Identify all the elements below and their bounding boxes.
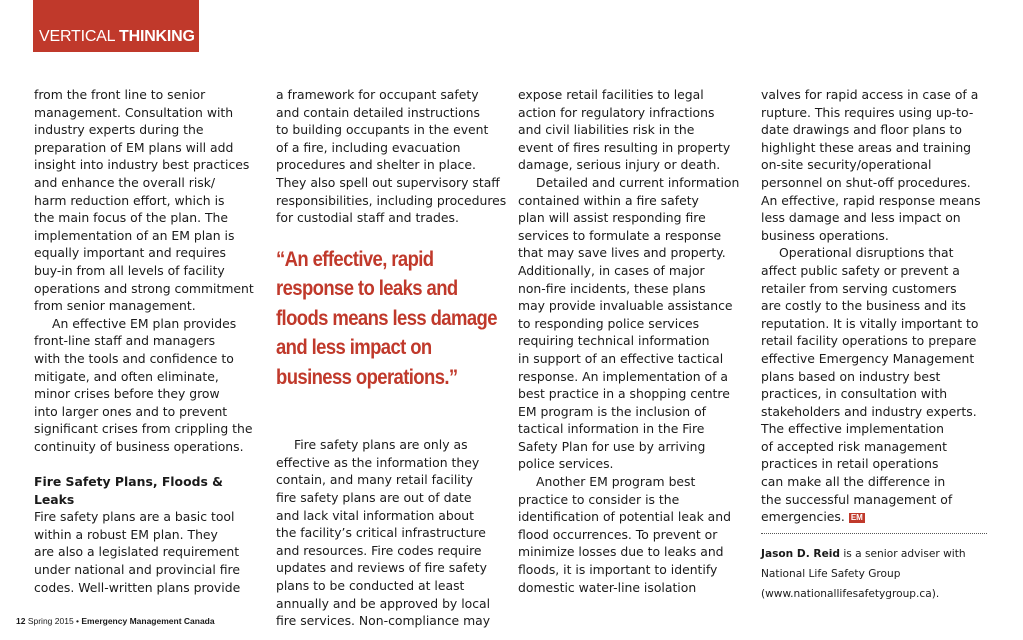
section-banner: [33, 0, 199, 52]
text-line: in support of an effective tactical: [518, 350, 724, 366]
column-4: [761, 86, 987, 604]
text-line: response. An implementation of a: [518, 368, 729, 384]
text-line: industry experts during the: [34, 122, 204, 138]
text-line: EM program is the inclusion of: [518, 403, 707, 419]
text-line: codes. Well-written plans provide: [34, 579, 241, 595]
text-line: minor crises before they grow: [34, 386, 220, 402]
text-line: may provide invaluable assistance: [518, 298, 733, 314]
text-line: contained within a fire safety: [518, 192, 699, 208]
text-line: Detailed and current information: [536, 174, 740, 190]
text-line: less damage and less impact on: [761, 210, 961, 226]
text-line: minimize losses due to leaks and: [518, 544, 724, 560]
text-line: identification of potential leak and: [518, 509, 731, 525]
text-line: can make all the difference in: [761, 474, 946, 490]
text-line: damage, serious injury or death.: [518, 157, 721, 173]
text-line: and resources. Fire codes require: [276, 542, 482, 558]
paragraph: [276, 436, 502, 630]
text-line: and enhance the overall risk/: [34, 174, 216, 190]
text-line: National Life Safety Group: [761, 567, 901, 580]
text-line: from the front line to senior: [34, 87, 206, 102]
text-line: plans based on industry best: [761, 368, 941, 384]
text-line: Additionally, in cases of major: [518, 262, 705, 278]
text-line: to building occupants in the event: [276, 122, 489, 138]
text-line: management. Consultation with: [34, 104, 234, 120]
text-line: affect public safety or prevent a: [761, 262, 960, 278]
text-line: implementation of an EM plan is: [34, 227, 235, 243]
text-line: services to formulate a response: [518, 227, 722, 243]
text-line: best practice in a shopping centre: [518, 386, 730, 402]
text-line: plan will assist responding fire: [518, 210, 706, 226]
text-line: action for regulatory infractions: [518, 104, 715, 120]
text-line: on-site security/operational: [761, 157, 932, 173]
paragraph: [761, 244, 987, 526]
text-line: Fire safety plans are a basic tool: [34, 509, 235, 525]
text-line: non-fire incidents, these plans: [518, 280, 706, 296]
text-line: They also spell out supervisory staff: [276, 174, 500, 190]
text-line: practice to consider is the: [518, 491, 680, 507]
text-line: Another EM program best: [536, 474, 696, 490]
text-line: and contain detailed instructions: [276, 104, 480, 120]
text-line: business operations.: [761, 227, 889, 243]
text-line: Leaks: [34, 491, 75, 507]
text-line: effective Emergency Management: [761, 350, 975, 366]
text-line: are also a legislated requirement: [34, 544, 240, 560]
text-line: “An effective, rapid: [276, 246, 434, 271]
text-line: significant crises from crippling the: [34, 421, 253, 437]
page-number: 12: [16, 616, 26, 626]
page-footer: 12 Spring 2015 • Emergency Management Canada: [16, 616, 215, 626]
text-line: plans to be conducted at least: [276, 578, 465, 593]
text-line: under national and provincial fire: [34, 562, 241, 578]
paragraph: [34, 86, 258, 315]
text-line: domestic water-line isolation: [518, 579, 697, 595]
text-line: for custodial staff and trades.: [276, 210, 459, 226]
text-line: highlight these areas and training: [761, 139, 972, 155]
text-line: practices in retail operations: [761, 456, 939, 472]
text-line: are costly to the business and its: [761, 298, 966, 314]
author-name: Jason D. Reid: [761, 547, 840, 560]
text-line: updates and reviews of fire safety: [276, 560, 487, 576]
text-line: within a robust EM plan. They: [34, 526, 218, 542]
text-line: and civil liabilities risk in the: [518, 122, 695, 138]
text-line: response to leaks and: [276, 276, 458, 301]
text-line: The effective implementation: [761, 421, 944, 437]
text-line: of accepted risk management: [761, 438, 947, 454]
text-line: and less impact on: [276, 335, 432, 360]
text-line: emergencies.: [761, 509, 845, 525]
text-line: that may save lives and property.: [518, 245, 726, 261]
text-line: Fire safety plans are only as: [294, 437, 468, 453]
text-line: retailer from serving customers: [761, 280, 957, 296]
text-line: equally important and requires: [34, 245, 226, 261]
divider: [761, 533, 987, 534]
text-line: Fire Safety Plans, Floods &: [34, 474, 223, 490]
text-line: retail facility operations to prepare: [761, 333, 977, 349]
text-line: into larger ones and to prevent: [34, 403, 228, 419]
text-line: harm reduction effort, which is: [34, 192, 225, 208]
text-line: buy-in from all levels of facility: [34, 262, 225, 278]
text-line: floods, it is important to identify: [518, 562, 718, 578]
column-1: [34, 86, 258, 596]
text-line: event of fires resulting in property: [518, 139, 731, 155]
text-line: police services.: [518, 456, 614, 472]
text-line: expose retail facilities to legal: [518, 87, 704, 102]
text-line: a framework for occupant safety: [276, 87, 479, 102]
text-line: of a fire, including evacuation: [276, 139, 461, 155]
text-line: effective as the information they: [276, 454, 480, 470]
paragraph: [518, 174, 744, 473]
text-line: front-line staff and managers: [34, 333, 216, 349]
text-line: responsibilities, including procedures: [276, 192, 507, 208]
section-title: VERTICAL THINKING: [39, 28, 195, 45]
text-line: practices, in consultation with: [761, 386, 948, 402]
text-line: mitigate, and often eliminate,: [34, 368, 219, 384]
text-line: insight into industry best practices: [34, 157, 250, 173]
text-line: reputation. It is vitally important to: [761, 315, 979, 331]
text-line: continuity of business operations.: [34, 438, 244, 454]
em-end-mark-icon: EM: [850, 513, 863, 523]
text-line: floods means less damage: [276, 305, 497, 330]
text-line: An effective, rapid response means: [761, 192, 981, 208]
paragraph: [518, 473, 744, 596]
text-line: flood occurrences. To prevent or: [518, 526, 718, 542]
paragraph: [518, 86, 744, 174]
column-2: [276, 86, 507, 630]
text-line: date drawings and floor plans to: [761, 122, 962, 138]
pull-quote: [276, 245, 502, 393]
publication-name: Emergency Management Canada: [81, 616, 215, 626]
author-bio: Jason D. Reid is a senior adviser with National Life Safety Group (www.nationallifesafetygroup.ca).: [761, 544, 987, 604]
text-line: operations and strong commitment: [34, 280, 254, 296]
paragraph: [276, 86, 507, 227]
text-line: Safety Plan for use by arriving: [518, 438, 706, 454]
text-line: and lack vital information about: [276, 507, 475, 523]
section-heading: [34, 473, 258, 508]
text-line: rupture. This requires using up-to-: [761, 104, 974, 120]
paragraph: [34, 508, 258, 596]
paragraph: [34, 315, 258, 456]
text-line: annually and be approved by local: [276, 595, 491, 611]
column-3: [518, 86, 744, 596]
text-line: contain, and many retail facility: [276, 472, 473, 488]
text-line: business operations.”: [276, 364, 458, 389]
text-line: Operational disruptions that: [779, 245, 954, 261]
text-line: personnel on shut-off procedures.: [761, 174, 971, 190]
text-line: (www.nationallifesafetygroup.ca).: [761, 587, 940, 600]
text-line: preparation of EM plans will add: [34, 139, 234, 155]
text-line: tactical information in the Fire: [518, 421, 705, 437]
text-line: requiring technical information: [518, 333, 710, 349]
text-line: fire services. Non-compliance may: [276, 613, 491, 629]
text-line: the main focus of the plan. The: [34, 210, 229, 226]
text-line: fire safety plans are out of date: [276, 490, 472, 506]
text-line: valves for rapid access in case of a: [761, 87, 979, 102]
text-line: the facility’s critical infrastructure: [276, 525, 486, 541]
text-line: to responding police services: [518, 315, 700, 331]
text-line: stakeholders and industry experts.: [761, 403, 977, 419]
text-line: An effective EM plan provides: [52, 315, 237, 331]
text-line: procedures and shelter in place.: [276, 157, 476, 173]
text-line: with the tools and confidence to: [34, 350, 234, 366]
paragraph: [761, 86, 987, 244]
text-line: the successful management of: [761, 491, 953, 507]
text-line: from senior management.: [34, 298, 196, 314]
